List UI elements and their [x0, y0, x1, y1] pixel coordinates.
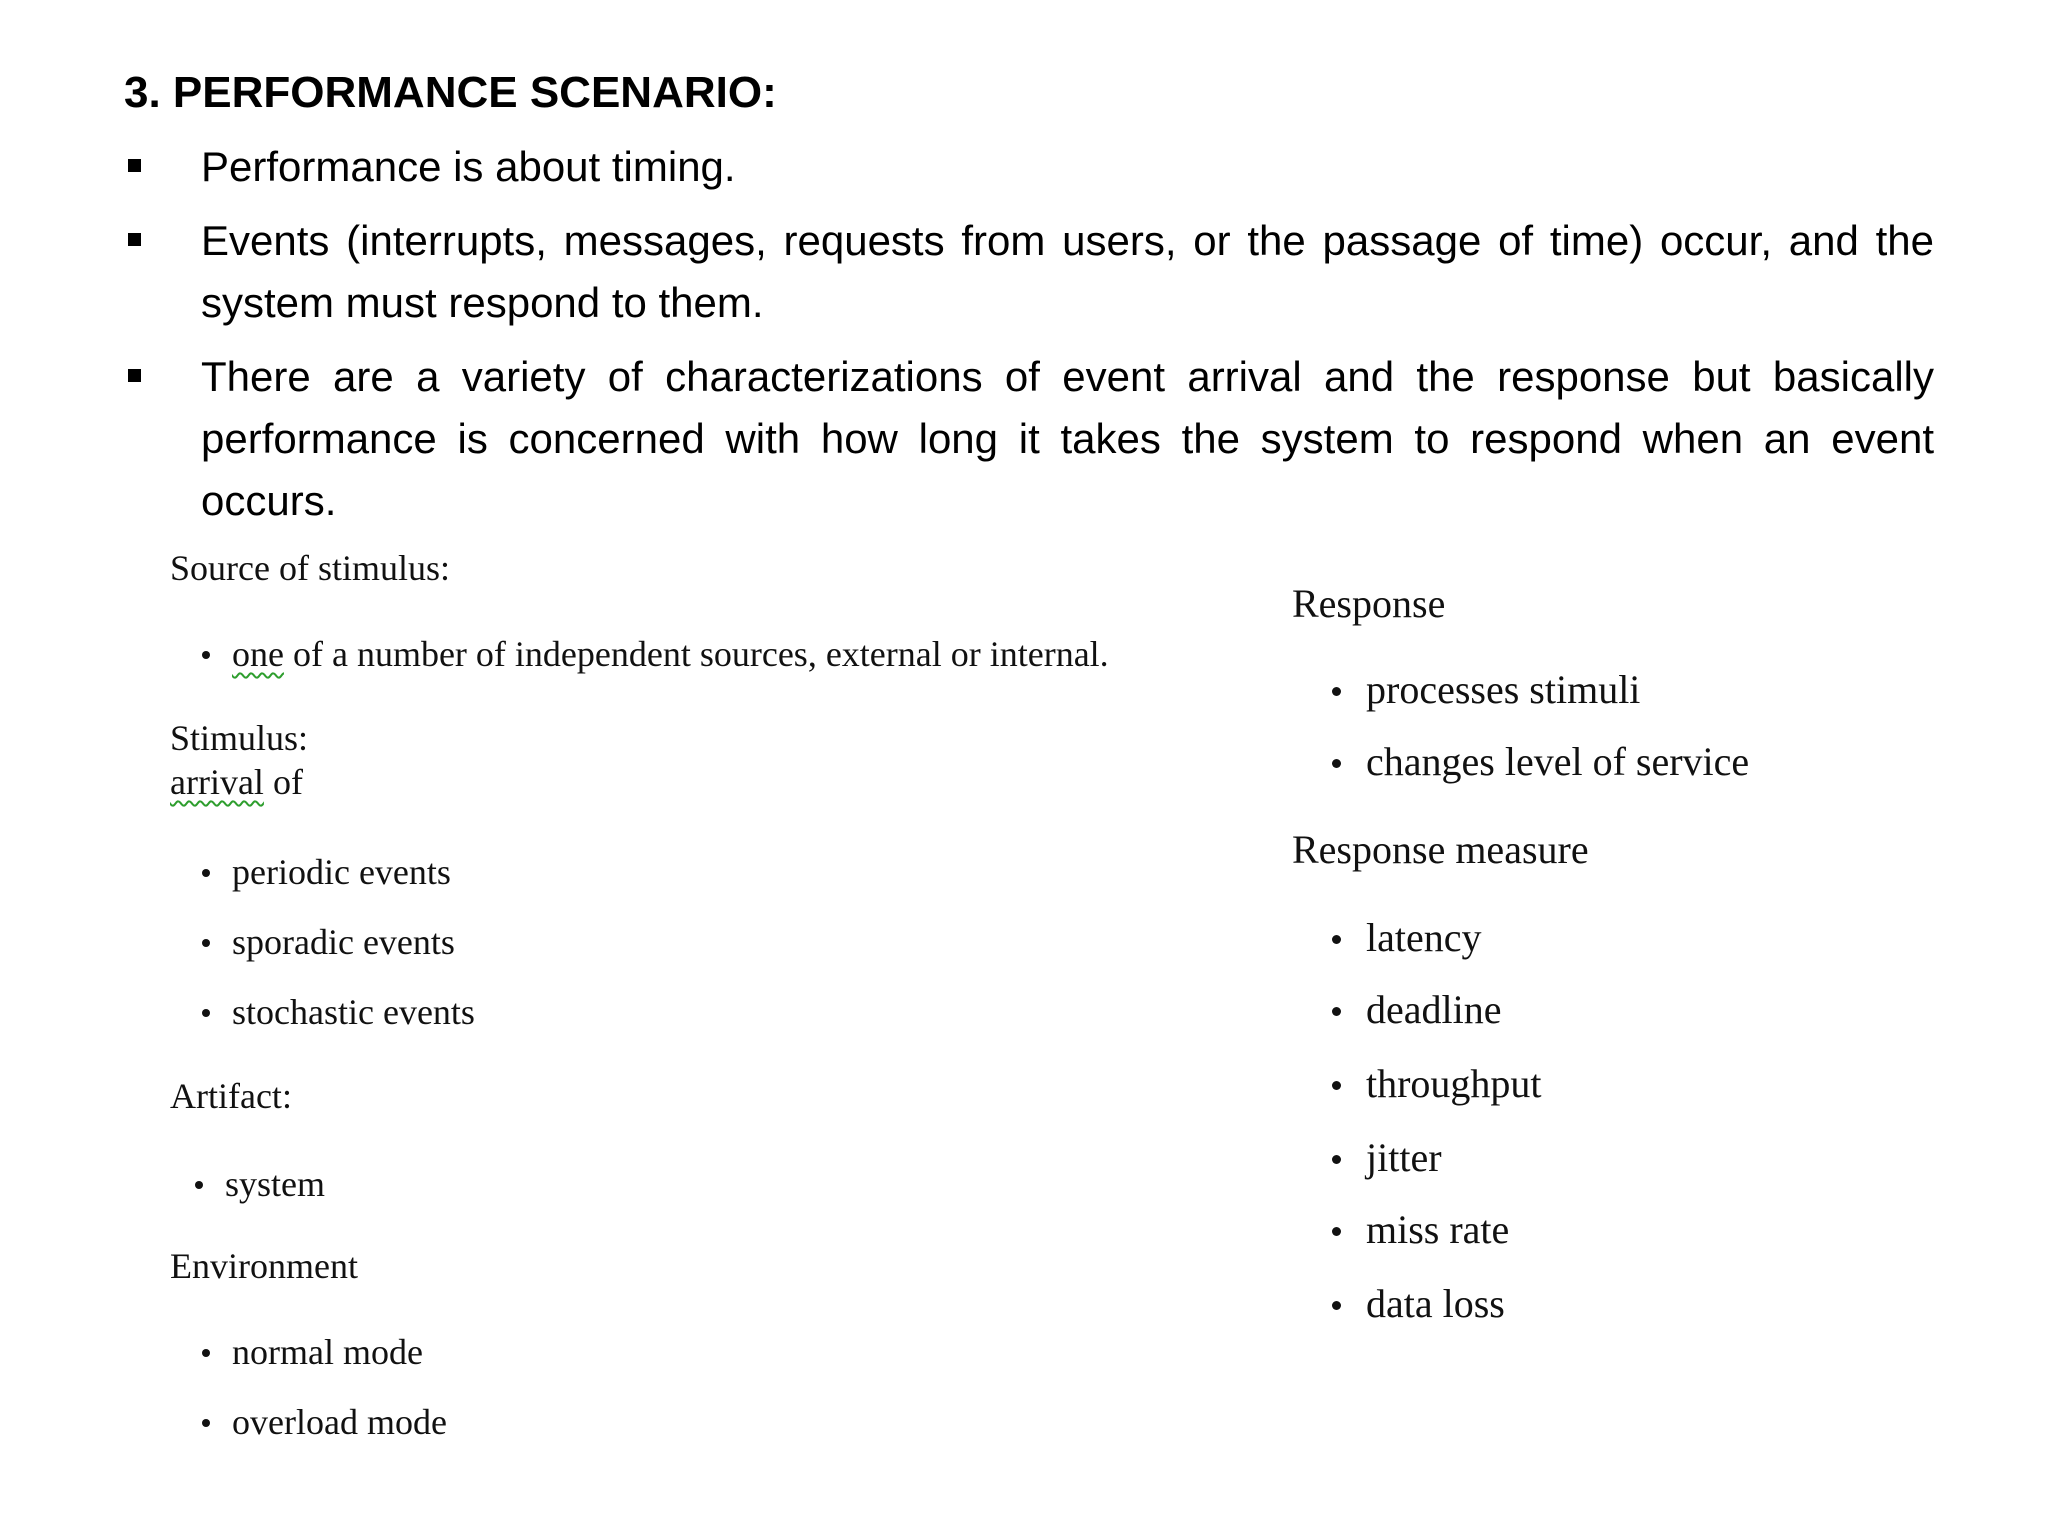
arrival-rest: of — [263, 762, 303, 802]
bullet-dot-icon — [202, 1009, 210, 1017]
stimulus-item — [202, 920, 455, 964]
bullet-dot-icon — [1332, 1007, 1341, 1016]
stimulus-item — [202, 850, 451, 894]
response-label: Response — [1292, 581, 1446, 626]
measure-item — [1332, 1206, 1509, 1254]
artifact-item-text: system — [225, 1164, 326, 1204]
bullet-list — [124, 136, 1934, 544]
bullet-text: Events (interrupts, messages, requests from users, or the passage of time) occur, and the system must respond to them. — [201, 217, 1934, 326]
artifact-label: Artifact: — [170, 1076, 292, 1116]
response-item — [1332, 666, 1640, 714]
measure-item-text: latency — [1366, 915, 1482, 960]
measure-item-text: jitter — [1366, 1135, 1442, 1180]
arrival-of-label — [170, 760, 303, 804]
bullet-dot-icon — [1332, 1081, 1341, 1090]
environment-item-text: overload mode — [232, 1402, 447, 1442]
bullet-dot-icon — [202, 1349, 210, 1357]
measure-item-text: miss rate — [1366, 1207, 1510, 1252]
response-measure-label: Response measure — [1292, 827, 1589, 872]
bullet-dot-icon — [202, 939, 210, 947]
measure-item — [1332, 986, 1502, 1034]
response-item-text: changes level of service — [1366, 739, 1750, 784]
bullet-dot-icon — [202, 1419, 210, 1427]
measure-item — [1332, 1134, 1442, 1182]
bullet-item — [124, 136, 1934, 198]
page-title: 3. PERFORMANCE SCENARIO: — [124, 68, 777, 117]
bullet-dot-icon — [202, 651, 210, 659]
stimulus-item-text: periodic events — [232, 852, 451, 892]
measure-item — [1332, 1060, 1542, 1108]
bullet-dot-icon — [195, 1181, 203, 1189]
bullet-dot-icon — [202, 869, 210, 877]
stimulus-item — [202, 990, 475, 1034]
measure-item-text: data loss — [1366, 1281, 1505, 1326]
response-item — [1332, 738, 1749, 786]
bullet-dot-icon — [1332, 1155, 1341, 1164]
source-item — [202, 632, 1109, 676]
response-item-text: processes stimuli — [1366, 667, 1641, 712]
measure-item — [1332, 1280, 1505, 1328]
square-bullet-icon — [128, 159, 141, 172]
environment-label: Environment — [170, 1246, 358, 1286]
artifact-item — [195, 1162, 325, 1206]
stimulus-label: Stimulus: — [170, 718, 309, 758]
square-bullet-icon — [128, 233, 141, 246]
environment-item-text: normal mode — [232, 1332, 423, 1372]
bullet-dot-icon — [1332, 1227, 1341, 1236]
source-item-word: one — [232, 634, 284, 674]
square-bullet-icon — [128, 369, 141, 382]
bullet-item — [124, 210, 1934, 334]
environment-item — [202, 1400, 447, 1444]
stimulus-item-text: sporadic events — [232, 922, 455, 962]
bullet-dot-icon — [1332, 687, 1341, 696]
source-item-rest: of a number of independent sources, external or internal. — [283, 634, 1109, 674]
measure-item — [1332, 914, 1482, 962]
bullet-dot-icon — [1332, 935, 1341, 944]
bullet-dot-icon — [1332, 1301, 1341, 1310]
source-of-stimulus-label: Source of stimulus: — [170, 548, 450, 588]
bullet-dot-icon — [1332, 759, 1341, 768]
measure-item-text: deadline — [1366, 987, 1502, 1032]
bullet-item — [124, 346, 1934, 532]
bullet-text: There are a variety of characterizations of event arrival and the response but basically performance is concerned with how long it takes the system to respond when an event occurs. — [201, 353, 1934, 524]
bullet-text: Performance is about timing. — [201, 143, 736, 190]
environment-item — [202, 1330, 423, 1374]
stimulus-item-text: stochastic events — [232, 992, 475, 1032]
arrival-word: arrival — [170, 762, 264, 802]
measure-item-text: throughput — [1366, 1061, 1542, 1106]
